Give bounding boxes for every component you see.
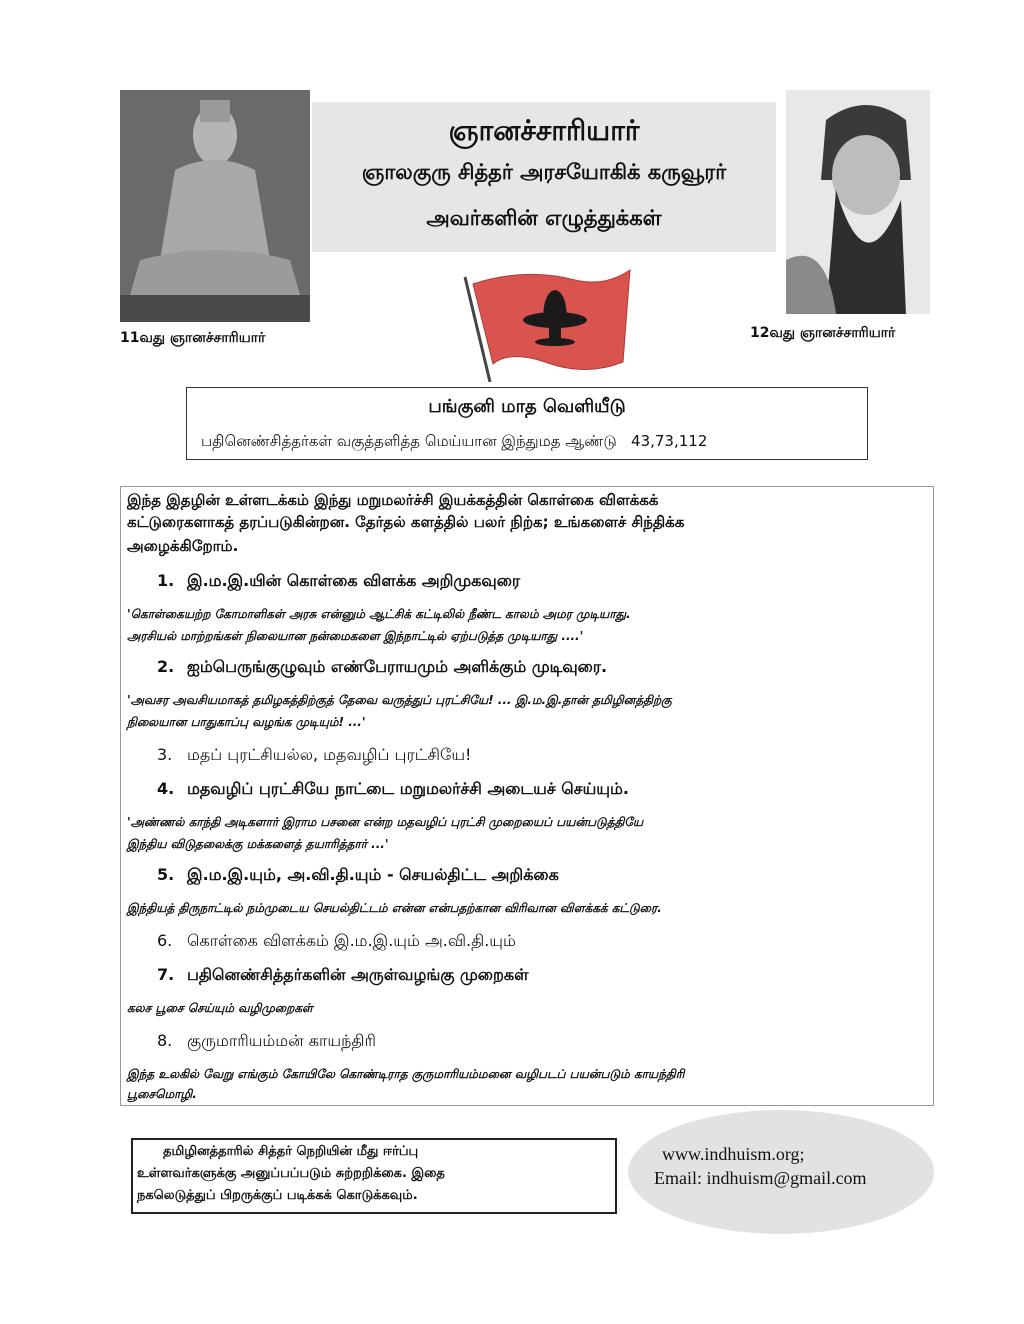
- title-subtitle-2: அவர்களின் எழுத்துக்கள்: [426, 206, 662, 230]
- list-item: [157, 931, 516, 952]
- list-item: [157, 965, 529, 986]
- item-title: மதப் புரட்சியல்ல, மதவழிப் புரட்சியே!: [187, 745, 472, 764]
- item-number: 7.: [157, 965, 175, 984]
- item-title: பதினெண்சித்தர்களின் அருள்வழங்கு முறைகள்: [187, 965, 529, 984]
- item-title: இ.ம.இ.யும், அ.வி.தி.யும் - செயல்திட்ட அறிக்கை: [187, 865, 559, 884]
- item-number: 5.: [157, 865, 175, 884]
- item-description: கலச பூசை செய்யும் வழிமுறைகள்: [127, 1001, 313, 1015]
- page-title: ஞானச்சாரியார்: [448, 114, 640, 147]
- notice-line-1: தமிழினத்தாரில் சித்தர் நெறியின் மீது ஈர்ப்பு: [163, 1144, 419, 1159]
- list-item: [157, 745, 471, 766]
- item-title: ஐம்பெருங்குழுவும் எண்பேராயமும் அளிக்கும் முடிவுரை.: [187, 657, 608, 676]
- photo-12th-gnanacharyar: [786, 90, 930, 314]
- item-number: 1.: [157, 571, 175, 590]
- list-item: [157, 657, 607, 678]
- edition-info-box: [186, 387, 868, 460]
- item-description: இந்தியத் திருநாட்டில் நம்முடைய செயல்திட்டம் என்ன என்பதற்கான விரிவான விளக்கக் கட்டுரை.: [127, 901, 662, 915]
- year-value: 43,73,112: [631, 432, 708, 450]
- list-item: [157, 1031, 376, 1052]
- item-title: இ.ம.இ.யின் கொள்கை விளக்க அறிமுகவுரை: [187, 571, 521, 590]
- right-photo-caption: 12வது ஞானச்சாரியார்: [750, 325, 896, 341]
- item-description: இந்திய விடுதலைக்கு மக்களைத் தயாரித்தார் ...': [127, 837, 389, 851]
- item-number: 8.: [157, 1031, 173, 1050]
- title-banner: [312, 102, 776, 252]
- intro-line-1: இந்த இதழின் உள்ளடக்கம் இந்து மறுமலர்ச்சி இயக்கத்தின் கொள்கை விளக்கக்: [127, 491, 659, 509]
- email-link[interactable]: Email: indhuism@gmail.com: [654, 1168, 867, 1188]
- website-link[interactable]: www.indhuism.org;: [662, 1144, 805, 1164]
- item-number: 2.: [157, 657, 175, 676]
- intro-line-2: கட்டுரைகளாகத் தரப்படுகின்றன. தேர்தல் களத்தில் பலர் நிற்க; உங்களைச் சிந்திக்க: [127, 513, 685, 531]
- intro-line-3: அழைக்கிறோம்.: [127, 537, 239, 555]
- item-number: 3.: [157, 745, 173, 764]
- item-description: இந்த உலகில் வேறு எங்கும் கோயிலே கொண்டிராத குருமாரியம்மனை வழிபடப் பயன்படும் காயந்திரி: [127, 1067, 685, 1081]
- notice-box: [131, 1138, 617, 1214]
- list-item: [157, 865, 559, 886]
- notice-line-3: நகலெடுத்துப் பிறருக்குப் படிக்கக் கொடுக்கவும்.: [137, 1188, 418, 1203]
- year-label: [201, 432, 707, 452]
- item-number: 6.: [157, 931, 173, 950]
- item-description: நிலையான பாதுகாப்பு வழங்க முடியும்! ...': [127, 715, 366, 729]
- title-subtitle-1: ஞாலகுரு சித்தர் அரசயோகிக் கருவூரர்: [361, 160, 727, 184]
- item-number: 4.: [157, 779, 175, 798]
- list-item: [157, 571, 520, 592]
- notice-line-2: உள்ளவர்களுக்கு அனுப்பப்படும் சுற்றறிக்கை. இதை: [137, 1166, 445, 1181]
- item-description: அரசியல் மாற்றங்கள் நிலையான நன்மைகளை இந்நாட்டில் ஏற்படுத்த முடியாது ....': [127, 629, 584, 643]
- contact-oval: [628, 1110, 934, 1234]
- item-description: 'கொள்கையற்ற கோமாளிகள் அரசு என்னும் ஆட்சிக் கட்டிலில் நீண்ட காலம் அமர முடியாது.: [127, 607, 631, 621]
- contents-box: [120, 486, 934, 1106]
- photo-11th-gnanacharyar: [120, 90, 310, 322]
- item-description: பூசைமொழி.: [127, 1087, 197, 1101]
- edition-label: பங்குனி மாத வெளியீடு: [428, 396, 626, 417]
- item-title: கொள்கை விளக்கம் இ.ம.இ.யும் அ.வி.தி.யும்: [187, 931, 516, 950]
- item-title: குருமாரியம்மன் காயந்திரி: [187, 1031, 376, 1050]
- year-prefix: பதினெண்சித்தர்கள் வகுத்தளித்த மெய்யான இந்துமத ஆண்டு: [201, 432, 617, 450]
- item-description: 'அண்ணல் காந்தி அடிகளார் இராம பசனை என்ற மதவழிப் புரட்சி முறையைப் பயன்படுத்தியே: [127, 815, 644, 829]
- shiva-lingam-flag-icon: [455, 262, 635, 382]
- left-photo-caption: 11வது ஞானச்சாரியார்: [120, 330, 266, 346]
- item-description: 'அவசர அவசியமாகத் தமிழகத்திற்குத் தேவை வருத்துப் புரட்சியே! ... இ.ம.இ.தான் தமிழினத்திற்கு: [127, 693, 672, 707]
- list-item: [157, 779, 629, 800]
- item-title: மதவழிப் புரட்சியே நாட்டை மறுமலர்ச்சி அடையச் செய்யும்.: [187, 779, 629, 798]
